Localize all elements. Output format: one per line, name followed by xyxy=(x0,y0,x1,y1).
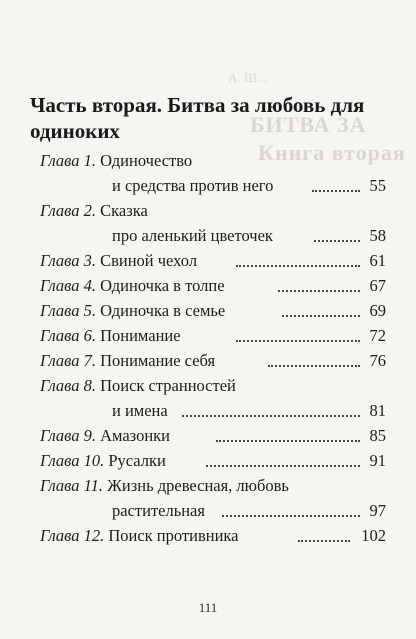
toc-entry-3 xyxy=(40,248,386,273)
toc-entry-7 xyxy=(40,348,386,373)
page-number: 85 xyxy=(369,426,386,445)
toc-entry-8-cont xyxy=(40,398,386,423)
dot-leader xyxy=(282,315,360,317)
bleed-through-text: БИТВА ЗА xyxy=(250,112,367,137)
chapter-label: Глава 1. xyxy=(40,151,96,170)
dot-leader xyxy=(206,465,360,467)
dot-leader xyxy=(182,415,360,417)
chapter-title: Свиной чехол xyxy=(100,251,198,270)
toc-entry-2-cont xyxy=(40,223,386,248)
toc-entry-11-cont xyxy=(40,498,386,523)
chapter-title: Понимание себя xyxy=(100,351,216,370)
dot-leader xyxy=(222,515,360,517)
toc-entry-11 xyxy=(40,473,386,498)
page-number: 72 xyxy=(369,326,386,345)
page-number: 76 xyxy=(369,351,386,370)
toc-entry-8 xyxy=(40,373,386,398)
chapter-title: Одиночка в толпе xyxy=(100,276,225,295)
dot-leader xyxy=(236,265,360,267)
toc-entry-1 xyxy=(40,148,386,173)
chapter-label: Глава 11. xyxy=(40,476,103,495)
dot-leader xyxy=(314,240,360,242)
section-title: Часть вторая. Битва за любовь для одиноких xyxy=(30,93,365,143)
chapter-title-line2: про аленький цветочек xyxy=(112,226,273,245)
chapter-label: Глава 9. xyxy=(40,426,96,445)
toc-entry-10 xyxy=(40,448,386,473)
toc-entry-5 xyxy=(40,298,386,323)
chapter-title: Одиночка в семье xyxy=(100,301,226,320)
chapter-title: Сказка xyxy=(100,201,148,220)
toc-entry-2 xyxy=(40,198,386,223)
bleed-through-text: Книга вторая xyxy=(258,140,406,165)
chapter-label: Глава 3. xyxy=(40,251,96,270)
chapter-label: Глава 6. xyxy=(40,326,96,345)
page-number: 58 xyxy=(369,226,386,245)
chapter-title-line2: и средства против него xyxy=(112,176,274,195)
toc-entry-1-cont xyxy=(40,173,386,198)
dot-leader xyxy=(278,290,360,292)
bleed-through-text: А. Ш... xyxy=(228,70,267,85)
chapter-label: Глава 4. xyxy=(40,276,96,295)
page-number: 69 xyxy=(369,301,386,320)
chapter-label: Глава 8. xyxy=(40,376,96,395)
table-of-contents xyxy=(40,148,386,548)
chapter-title-line2: и имена xyxy=(112,401,168,420)
page-number: 91 xyxy=(369,451,386,470)
toc-entry-4 xyxy=(40,273,386,298)
chapter-title: Понимание xyxy=(100,326,181,345)
dot-leader xyxy=(236,340,360,342)
dot-leader xyxy=(268,365,360,367)
chapter-label: Глава 12. xyxy=(40,526,105,545)
chapter-label: Глава 10. xyxy=(40,451,105,470)
chapter-label: Глава 2. xyxy=(40,201,96,220)
page-number: 102 xyxy=(361,526,386,545)
dot-leader xyxy=(312,190,360,192)
chapter-title: Амазонки xyxy=(100,426,171,445)
page-number: 81 xyxy=(369,401,386,420)
toc-entry-9 xyxy=(40,423,386,448)
chapter-label: Глава 7. xyxy=(40,351,96,370)
chapter-title: Одиночество xyxy=(100,151,193,170)
dot-leader xyxy=(298,540,350,542)
chapter-title: Поиск противника xyxy=(108,526,239,545)
page-folio: 111 xyxy=(198,600,218,615)
toc-entry-6 xyxy=(40,323,386,348)
page-number: 97 xyxy=(369,501,386,520)
chapter-label: Глава 5. xyxy=(40,301,96,320)
chapter-title: Русалки xyxy=(108,451,166,470)
chapter-title: Жизнь древесная, любовь xyxy=(107,476,289,495)
chapter-title-line2: растительная xyxy=(112,501,205,520)
dot-leader xyxy=(216,440,360,442)
page-number: 67 xyxy=(369,276,386,295)
page-number: 55 xyxy=(369,176,386,195)
chapter-title: Поиск странностей xyxy=(100,376,236,395)
toc-entry-12 xyxy=(40,523,386,548)
page-number: 61 xyxy=(369,251,386,270)
